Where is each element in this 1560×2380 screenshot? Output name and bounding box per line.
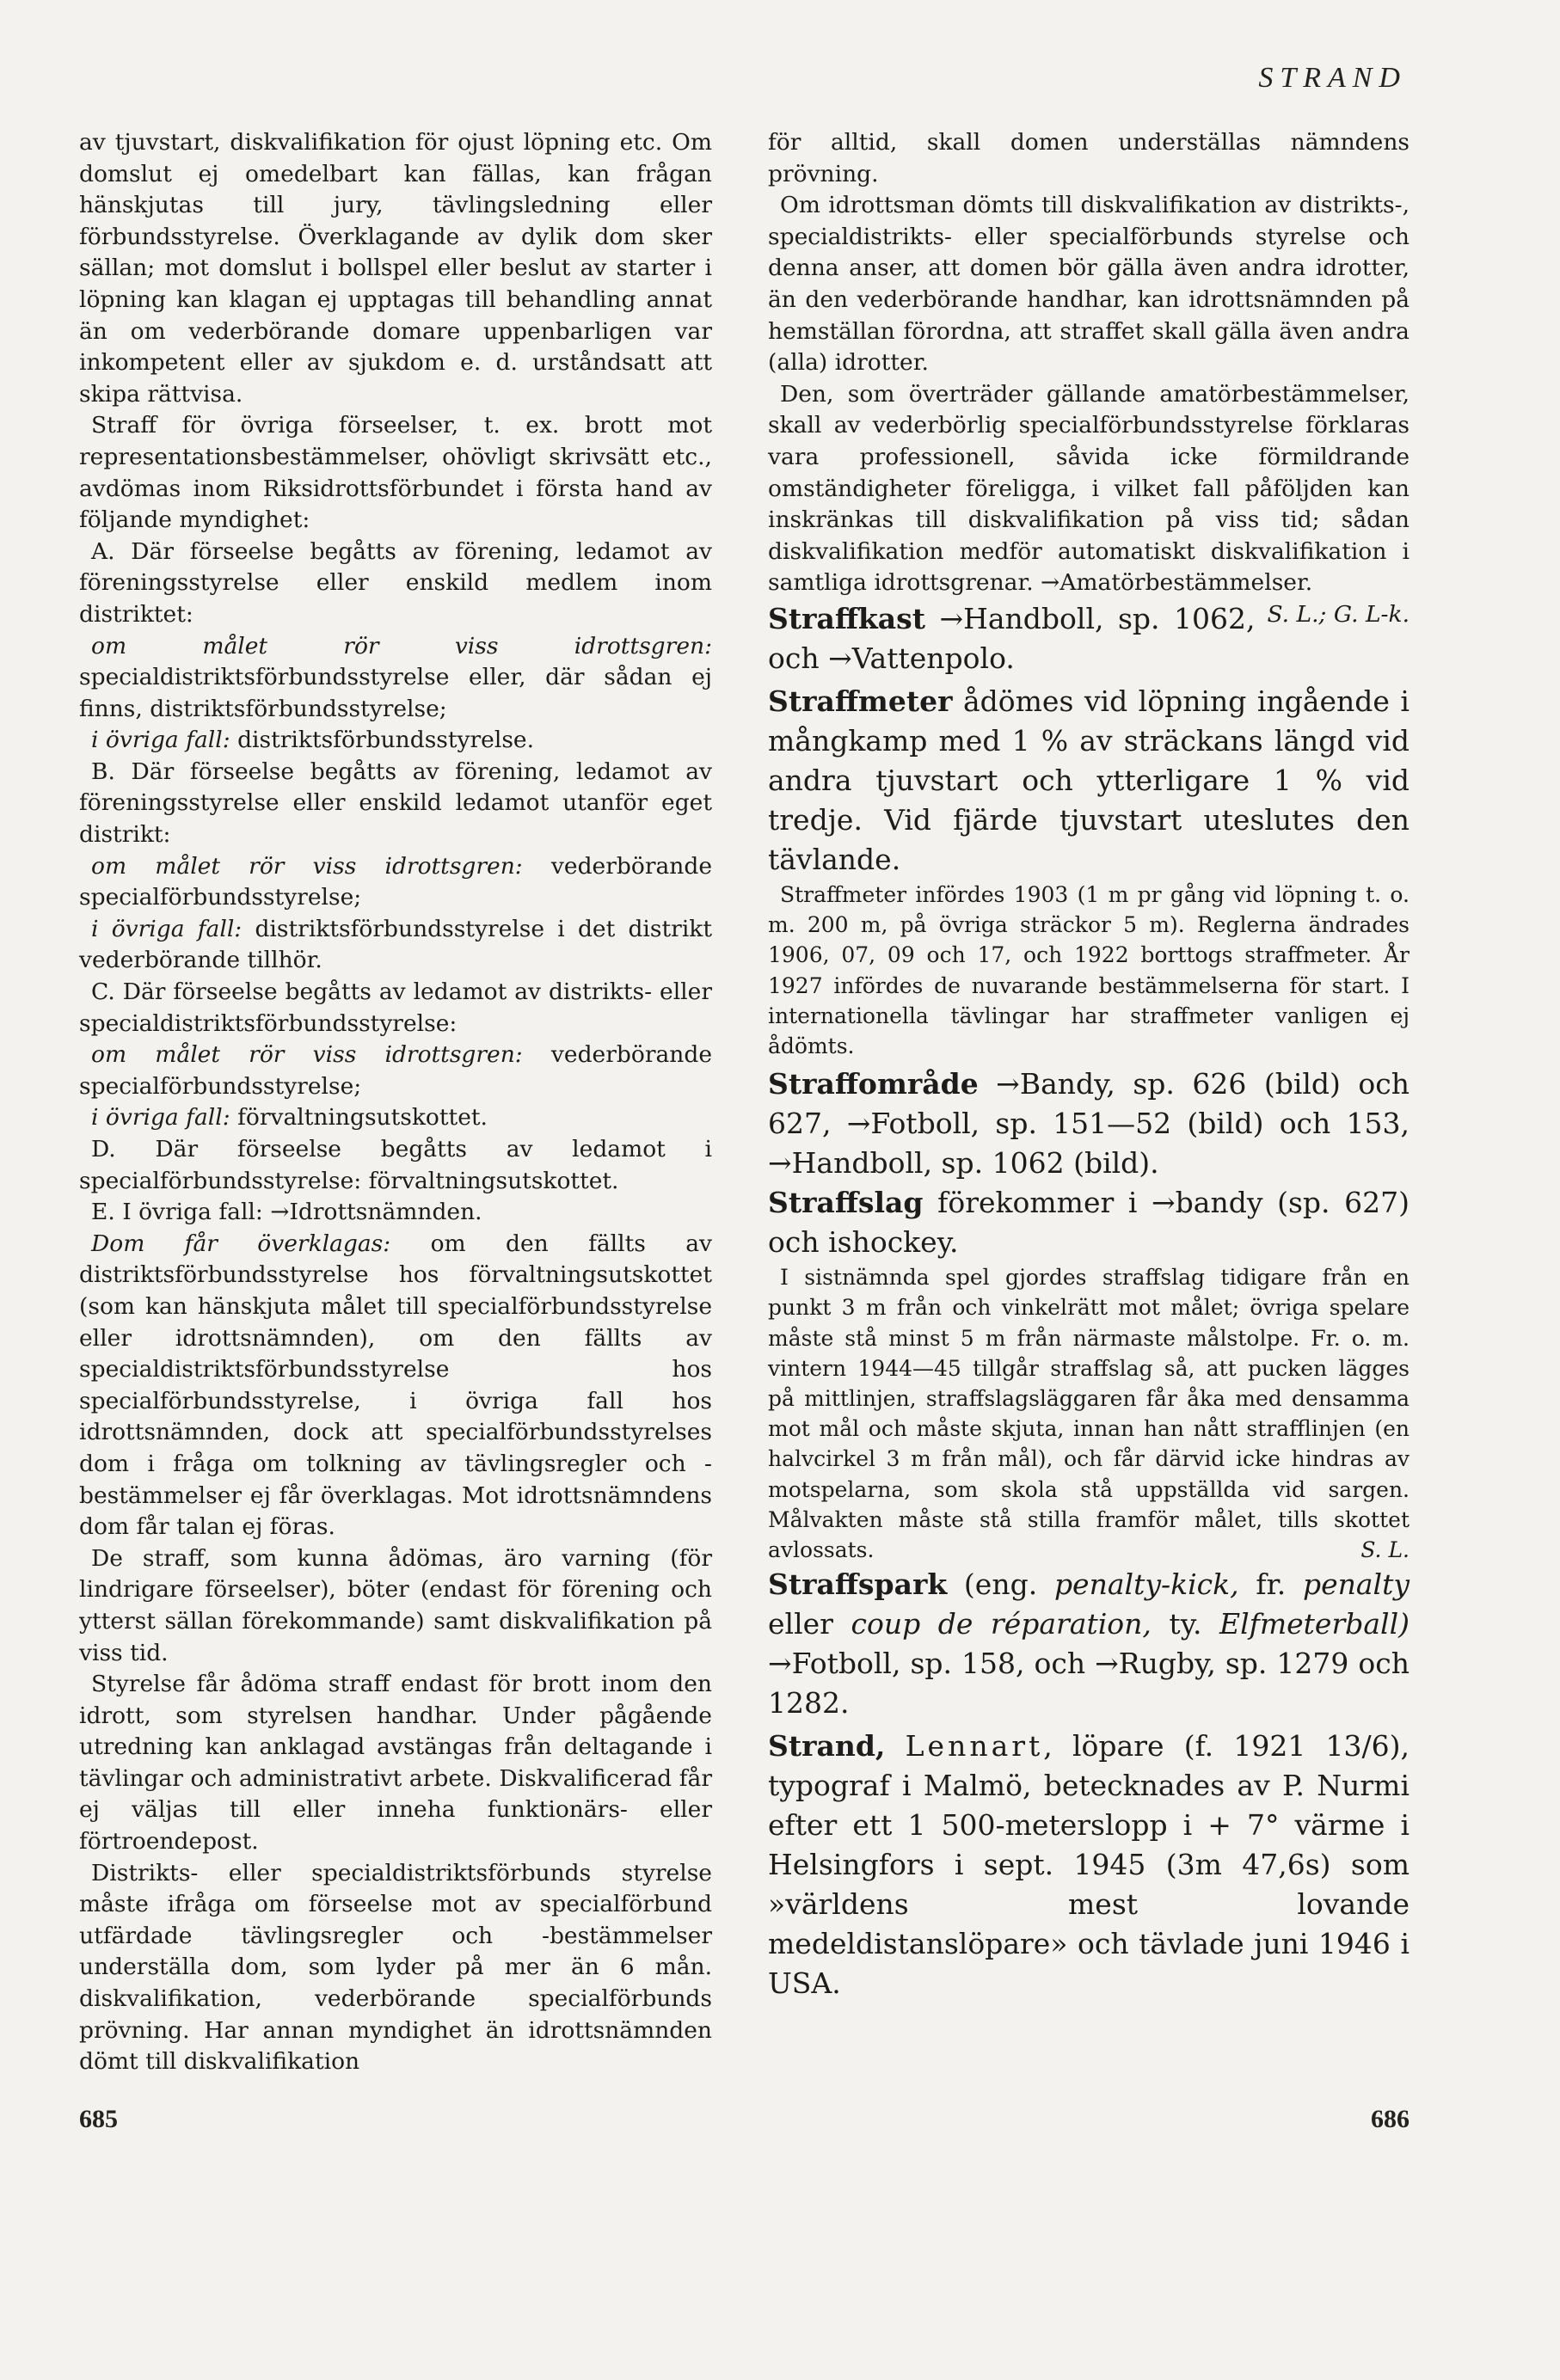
page-number-right: 686 — [1371, 2105, 1410, 2133]
entry-text: eller — [768, 1607, 851, 1641]
right-column — [768, 127, 1410, 2003]
entry-headword: Straffmeter — [768, 684, 953, 718]
paragraph: B. Där förseelse begåtts av förening, ledamot av föreningsstyrelse eller enskild ledamot utanför eget distrikt: — [79, 758, 712, 849]
entry-text-italic: Elfmeterball) — [1219, 1607, 1410, 1641]
entry-text: →Bandy, sp. 626 (bild) och 627, →Fotboll, sp. 151—52 (bild) och 153, →Handboll, sp. 1062 (bild). — [768, 1067, 1410, 1181]
italic-lead: Dom får överklagas: — [91, 1230, 391, 1257]
entry-straffmeter — [768, 682, 1410, 880]
paragraph: A. Där förseelse begåtts av förening, ledamot av föreningsstyrelse eller enskild medlem inom distriktet: — [79, 537, 712, 628]
paragraph-text: specialdistriktsförbundsstyrelse eller, där sådan ej finns, distriktsförbundsstyrelse; — [79, 664, 712, 722]
author-signature: S. L. — [1360, 1537, 1410, 1562]
paragraph: E. I övriga fall: →Idrottsnämnden. — [91, 1199, 482, 1226]
paragraph-text: Den, som överträder gällande amatörbestämmelser, skall av vederbörlig specialförbundsstyrelse förklaras vara professionell, såvida icke förmildrande omständigheter föreligga, i vilket fall påföljden kan inskränkas till diskvalifikation på viss tid; sådan diskvalifikation medför automatiskt diskvalifikation i samtliga idrottsgrenar. →Amatörbestämmelser. — [768, 380, 1410, 597]
entry-headword: Straffslag — [768, 1186, 924, 1220]
entry-straffomrade — [768, 1064, 1410, 1183]
paragraph — [79, 1040, 712, 1102]
paragraph: av tjuvstart, diskvalifikation för ojust löpning etc. Om domslut ej omedelbart kan fällas, kan frågan hänskjutas till jury, tävlingsledning eller förbundsstyrelse. Överklagande av dylik dom sker sällan; mot domslut i bollspel eller beslut av starter i löpning kan klagan ej upptagas till behandling annat än om vederbörande domare uppenbarligen var inkompetent eller av sjukdom e. d. urståndsatt att skipa rättvisa. — [79, 129, 712, 408]
italic-lead: om målet rör viss idrottsgren: — [91, 632, 712, 659]
entry-text: fr. — [1238, 1567, 1303, 1602]
paragraph: D. Där förseelse begåtts av ledamot i specialförbundsstyrelse: förvaltningsutskottet. — [79, 1136, 712, 1194]
entry-text: förekommer i →bandy (sp. 627) och ishockey. — [768, 1186, 1410, 1260]
italic-lead: om målet rör viss idrottsgren: — [91, 852, 523, 880]
left-column — [79, 127, 712, 2078]
italic-lead: i övriga fall: — [91, 915, 243, 942]
entry-text: (eng. — [947, 1567, 1054, 1602]
entry-note: Straffmeter infördes 1903 (1 m pr gång vid löpning t. o. m. 200 m, på övriga sträckor 5 m). Reglerna ändrades 1906, 07, 09 och 17, och 1922 borttogs straffmeter. År 1927 infördes de nuvarande bestämmelserna för start. I internationella tävlingar har straffmeter vanligen ej ådömts. — [768, 881, 1410, 1058]
paragraph-text: om den fällts av distriktsförbundsstyrelse hos förvaltningsutskottet (som kan hänskjuta målet till specialförbundsstyrelse eller idrottsnämnden), om den fällts av specialdistriktsförbundsstyrelse hos specialförbundsstyrelse, i övriga fall hos idrottsnämnden, dock att specialförbundsstyrelses dom i fråga om tolkning av tävlingsregler och -bestämmelser ej får överklagas. Mot idrottsnämndens dom får talan ej föras. — [79, 1230, 712, 1541]
person-name: Lennart — [905, 1729, 1044, 1764]
italic-lead: i övriga fall: — [91, 1104, 230, 1132]
paragraph — [79, 631, 712, 726]
entry-headword: Straffområde — [768, 1067, 979, 1101]
entry-text: ådömes vid löpning ingående i mångkamp med 1 % av sträckans längd vid andra tjuvstart och ytterligare 1 % vid tredje. Vid fjärde tjuvstart uteslutes den tävlande. — [768, 684, 1410, 876]
entry-text-italic: penalty — [1302, 1567, 1410, 1602]
paragraph-text: distriktsförbundsstyrelse. — [230, 727, 535, 754]
page-number-left: 685 — [79, 2105, 118, 2133]
paragraph — [79, 725, 712, 757]
paragraph — [79, 1229, 712, 1543]
entry-text-italic: penalty-kick, — [1053, 1567, 1239, 1602]
entry-text: →Fotboll, sp. 158, och →Rugby, sp. 1279 och 1282. — [768, 1647, 1410, 1721]
paragraph-text: förvaltningsutskottet. — [230, 1104, 488, 1132]
entry-headword: Straffspark — [768, 1567, 948, 1602]
paragraph — [79, 914, 712, 977]
entry-headword: Strand, — [768, 1729, 886, 1764]
paragraph: C. Där förseelse begåtts av ledamot av distrikts- eller specialdistriktsförbundsstyrelse: — [79, 978, 712, 1037]
paragraph: för alltid, skall domen underställas nämndens prövning. — [768, 129, 1410, 187]
paragraph-text: distriktsförbundsstyrelse i det distrikt vederbörande tillhör. — [79, 915, 713, 974]
entry-text-italic: coup de réparation, — [851, 1607, 1152, 1641]
paragraph: Om idrottsman dömts till diskvalifikation av distrikts-, specialdistrikts- eller specialförbunds styrelse och denna anser, att domen bör gälla även andra idrotter, än den vederbörande handhar, kan idrottsnämnden på hemställan förordna, att straffet skall gälla även andra (alla) idrotter. — [768, 192, 1410, 377]
paragraph: Straff för övriga förseelser, t. ex. brott mot representationsbestämmelser, ohövligt skrivsätt etc., avdömas inom Riksidrottsförbundet i första hand av följande myndighet: — [79, 412, 712, 534]
paragraph-text: vederbörande specialförbundsstyrelse; — [79, 1041, 712, 1100]
paragraph-text: vederbörande specialförbundsstyrelse; — [79, 852, 712, 911]
entry-text: , löpare (f. 1921 13/6), typograf i Malmö, betecknades av P. Nurmi efter ett 1 500-meterslopp i + 7° värme i Helsingfors i sept. 1945 (3m 47,6s) som »världens mest lovande medeldistanslöpare» och tävlade juni 1946 i USA. — [768, 1729, 1410, 2001]
italic-lead: om målet rör viss idrottsgren: — [91, 1041, 523, 1069]
entry-headword: Straffkast — [768, 601, 925, 635]
paragraph — [79, 1102, 712, 1134]
entry-text: →Handboll, sp. 1062, och →Vattenpolo. — [768, 601, 1256, 675]
entry-note-text: I sistnämnda spel gjordes straffslag tidigare från en punkt 3 m från och vinkelrätt mot målet; övriga spelare måste stå minst 5 m från närmaste målstolpe. Fr. o. m. vintern 1944—45 tillgår straffslag så, att pucken lägges på mittlinjen, straffslagsläggaren får åka med densamma mot mål och måste skjuta, innan han nått strafflinjen (en halvcirkel 3 m från mål), och får därvid icke hindras av motspelarna, som skola stå uppställda vid sargen. Målvakten måste stå stilla framför målet, tills skottet avlossats. — [768, 1265, 1410, 1562]
author-signature: S. L.; G. L-k. — [1267, 600, 1410, 628]
paragraph: De straff, som kunna ådömas, äro varning (för lindrigare förseelser), böter (endast för förening och ytterst sällan förekommande) samt diskvalifikation på viss tid. — [79, 1544, 712, 1666]
entry-note — [768, 1262, 1410, 1565]
paragraph: Distrikts- eller specialdistriktsförbunds styrelse måste ifråga om förseelse mot av specialförbund utfärdade tävlingsregler och -bestämmelser underställa dom, som lyder på mer än 6 mån. diskvalifikation, vederbörande specialförbunds prövning. Har annan myndighet än idrottsnämnden dömt till diskvalifikation — [79, 1859, 712, 2076]
entry-strand — [768, 1727, 1410, 2003]
paragraph — [79, 851, 712, 914]
running-head: STRAND — [1258, 62, 1407, 94]
entry-straffslag — [768, 1183, 1410, 1262]
entry-straffspark — [768, 1565, 1410, 1723]
italic-lead: i övriga fall: — [91, 727, 230, 754]
paragraph: Styrelse får ådöma straff endast för brott inom den idrott, som styrelsen handhar. Under pågående utredning kan anklagad avstängas från deltagande i tävlingar och administrativt arbete. Diskvalificerad får ej väljas till eller inneha funktionärs- eller förtroendepost. — [79, 1671, 712, 1856]
entry-text: ty. — [1151, 1607, 1219, 1641]
